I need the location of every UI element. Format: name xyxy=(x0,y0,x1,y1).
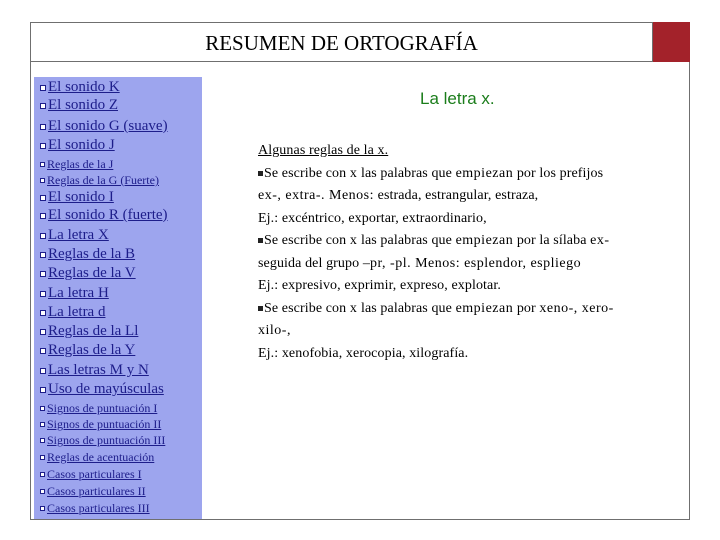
bullet-icon xyxy=(40,310,46,316)
bullet-icon xyxy=(40,368,46,374)
nav-link-letra-x[interactable]: La letra X xyxy=(40,227,109,244)
nav-link-casos-2[interactable]: Casos particulares II xyxy=(40,484,146,499)
bullet-icon xyxy=(40,252,46,258)
bullet-icon xyxy=(40,387,46,393)
slide-title xyxy=(30,22,653,62)
bullet-icon xyxy=(258,306,263,311)
nav-link-reglas-v[interactable]: Reglas de la V xyxy=(40,265,136,282)
nav-link-casos-1[interactable]: Casos particulares I xyxy=(40,467,142,482)
rule-2-example: Ej.: expresivo, exprimir, expreso, explotar. xyxy=(258,278,501,293)
rule-1-example: Ej.: excéntrico, exportar, extraordinario, xyxy=(258,210,487,226)
bullet-icon xyxy=(258,171,263,176)
bullet-icon xyxy=(40,406,45,411)
nav-link-acentuacion[interactable]: Reglas de acentuación xyxy=(40,450,154,465)
bullet-icon xyxy=(40,233,46,239)
slide-title-text: RESUMEN DE ORTOGRAFÍA xyxy=(205,31,478,55)
bullet-icon xyxy=(40,213,46,219)
nav-link-puntuacion-1[interactable]: Signos de puntuación I xyxy=(40,401,157,416)
nav-link-sonido-k[interactable]: El sonido K xyxy=(40,79,120,96)
bullet-icon xyxy=(40,162,45,167)
nav-link-sonido-r-fuerte[interactable]: El sonido R (fuerte) xyxy=(40,207,168,224)
corner-accent xyxy=(653,22,690,62)
bullet-icon xyxy=(40,178,45,183)
bullet-icon xyxy=(40,455,45,460)
bullet-icon xyxy=(40,195,46,201)
rules-content xyxy=(258,140,666,365)
rule-3-line-2: xilo-, xyxy=(258,323,291,338)
bullet-icon xyxy=(40,438,45,443)
rule-2-line-1: Se escribe con x las palabras que empiezan por la sílaba ex- xyxy=(258,230,666,253)
bullet-icon xyxy=(40,348,46,354)
nav-link-reglas-g-fuerte[interactable]: Reglas de la G (Fuerte) xyxy=(40,173,159,188)
bullet-icon xyxy=(40,143,46,149)
nav-link-reglas-y[interactable]: Reglas de la Y xyxy=(40,342,135,359)
nav-link-reglas-j[interactable]: Reglas de la J xyxy=(40,157,113,172)
bullet-icon xyxy=(40,103,46,109)
bullet-icon xyxy=(40,271,46,277)
rule-3-example: Ej.: xenofobia, xerocopia, xilografía. xyxy=(258,345,469,361)
nav-link-sonido-z[interactable]: El sonido Z xyxy=(40,97,118,114)
nav-link-reglas-ll[interactable]: Reglas de la Ll xyxy=(40,323,138,340)
nav-link-casos-3[interactable]: Casos particulares III xyxy=(40,501,150,516)
nav-link-puntuacion-2[interactable]: Signos de puntuación II xyxy=(40,417,161,432)
nav-link-puntuacion-3[interactable]: Signos de puntuación III xyxy=(40,433,165,448)
nav-link-letras-m-n[interactable]: Las letras M y N xyxy=(40,362,149,379)
nav-link-sonido-g-suave[interactable]: El sonido G (suave) xyxy=(40,118,168,135)
nav-link-sonido-i[interactable]: El sonido I xyxy=(40,189,114,206)
bullet-icon xyxy=(40,85,46,91)
section-heading: La letra x. xyxy=(420,89,495,108)
nav-link-letra-d[interactable]: La letra d xyxy=(40,304,105,321)
rules-subtitle: Algunas reglas de la x. xyxy=(258,143,389,158)
bullet-icon xyxy=(40,472,45,477)
bullet-icon xyxy=(258,238,263,243)
bullet-icon xyxy=(40,506,45,511)
nav-link-mayusculas[interactable]: Uso de mayúsculas xyxy=(40,381,164,398)
nav-link-sonido-j[interactable]: El sonido J xyxy=(40,137,115,154)
bullet-icon xyxy=(40,422,45,427)
rule-1-line-1: Se escribe con x las palabras que empiezan por los prefijos xyxy=(258,163,666,186)
rule-2-line-2: seguida del grupo –pr, -pl. Menos: esplendor, espliego xyxy=(258,255,582,271)
bullet-icon xyxy=(40,291,46,297)
rule-1-line-2: ex-, extra-. Menos: estrada, estrangular, estraza, xyxy=(258,188,539,203)
rule-3-line-1: Se escribe con x las palabras que empiezan por xeno-, xero- xyxy=(258,298,666,321)
nav-link-reglas-b[interactable]: Reglas de la B xyxy=(40,246,135,263)
bullet-icon xyxy=(40,329,46,335)
bullet-icon xyxy=(40,124,46,130)
nav-link-letra-h[interactable]: La letra H xyxy=(40,285,109,302)
bullet-icon xyxy=(40,489,45,494)
